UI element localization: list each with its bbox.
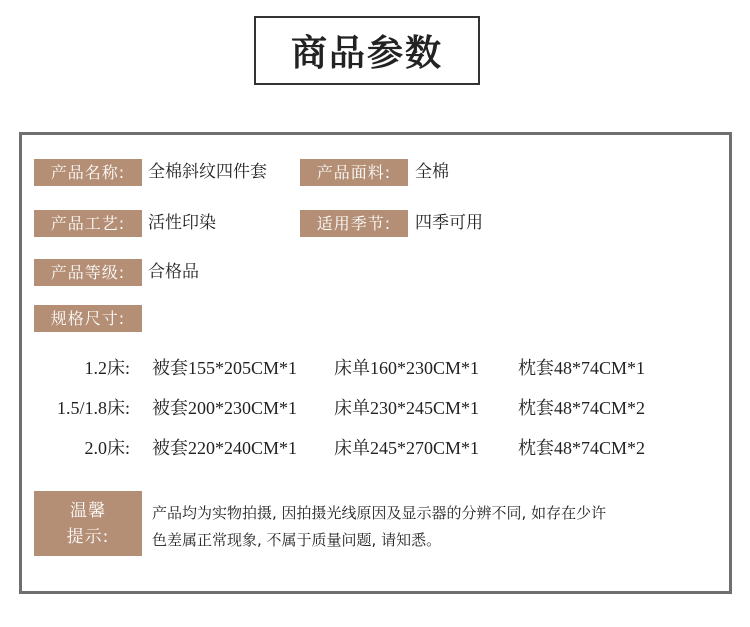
size-quilt: 被套220*240CM*1 — [152, 438, 298, 458]
fabric-label: 产品面料: — [300, 159, 408, 186]
size-quilt: 被套200*230CM*1 — [152, 398, 298, 418]
grade-label: 产品等级: — [34, 259, 142, 286]
grade-value: 合格品 — [148, 262, 199, 282]
tip-label-line1: 温馨 — [70, 500, 106, 521]
size-quilt: 被套155*205CM*1 — [152, 358, 298, 378]
size-sheet: 床单245*270CM*1 — [334, 438, 480, 458]
size-row-label: 2.0床: — [84, 438, 130, 458]
size-row-label: 1.5/1.8床: — [56, 398, 130, 418]
product-name-label: 产品名称: — [34, 159, 142, 186]
size-sheet: 床单230*245CM*1 — [334, 398, 480, 418]
season-value: 四季可用 — [415, 213, 483, 233]
size-pillow: 枕套48*74CM*2 — [518, 438, 646, 458]
size-pillow: 枕套48*74CM*2 — [518, 398, 646, 418]
size-label: 规格尺寸: — [34, 305, 142, 332]
size-row-label: 1.2床: — [84, 358, 130, 378]
tip-label-line2: 提示: — [66, 526, 110, 547]
size-sheet: 床单160*230CM*1 — [334, 358, 480, 378]
tip-text-line1: 产品均为实物拍摄, 因拍摄光线原因及显示器的分辨不同, 如存在少许 — [152, 504, 607, 522]
section-title: 商品参数 — [254, 16, 480, 85]
fabric-value: 全棉 — [415, 162, 449, 182]
product-name-value: 全棉斜纹四件套 — [148, 162, 267, 182]
tip-text-line2: 色差属正常现象, 不属于质量问题, 请知悉。 — [152, 531, 442, 549]
tip-text — [152, 500, 712, 554]
craft-label: 产品工艺: — [34, 210, 142, 237]
size-pillow: 枕套48*74CM*1 — [518, 358, 646, 378]
craft-value: 活性印染 — [148, 213, 216, 233]
tip-label — [34, 491, 142, 556]
season-label: 适用季节: — [300, 210, 408, 237]
